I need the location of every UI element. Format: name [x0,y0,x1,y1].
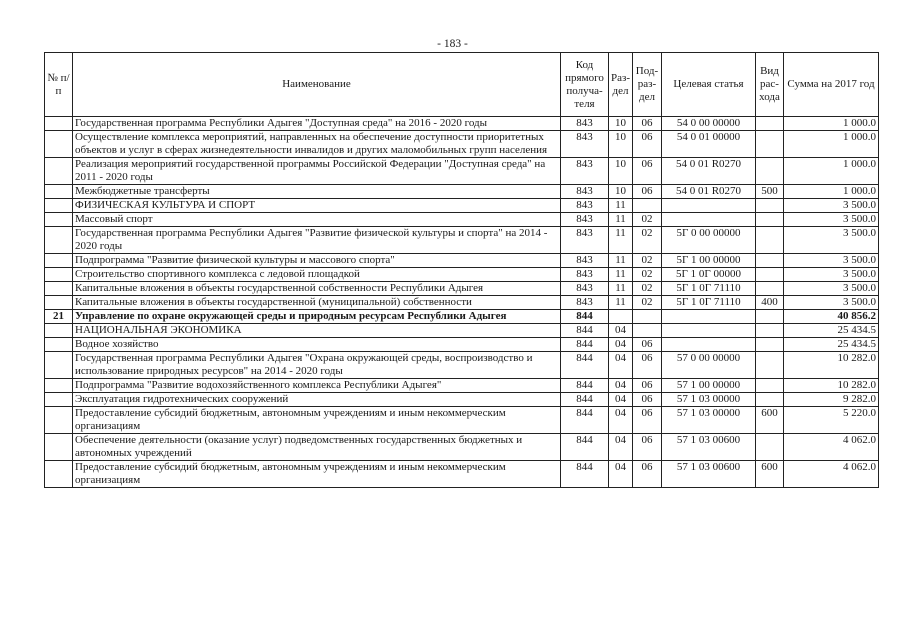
row-name-cell: Подпрограмма "Развитие водохозяйственного комплекса Республики Адыгея" [73,379,561,393]
row-sum-cell: 3 500.0 [784,282,879,296]
row-target-cell: 57 1 03 00000 [662,407,756,434]
row-sum-cell: 3 500.0 [784,254,879,268]
row-code-cell: 844 [561,461,609,488]
row-subsection-cell: 06 [633,185,662,199]
row-target-cell: 5Г 0 00 00000 [662,227,756,254]
row-name-cell: Государственная программа Республики Адыгея "Охрана окружающей среды, воспроизводство и использование природных ресурсов" на 2014 - 2020 годы [73,352,561,379]
row-subsection-cell: 02 [633,227,662,254]
row-sum-cell: 3 500.0 [784,227,879,254]
row-subsection-cell: 02 [633,213,662,227]
row-subsection-cell: 02 [633,254,662,268]
row-code-cell: 843 [561,282,609,296]
row-code-cell: 844 [561,352,609,379]
header-target: Целевая статья [662,53,756,117]
row-num-cell [45,282,73,296]
row-section-cell: 11 [609,268,633,282]
row-sum-cell: 10 282.0 [784,379,879,393]
row-num-cell [45,352,73,379]
row-code-cell: 843 [561,254,609,268]
row-target-cell [662,199,756,213]
row-num-cell: 21 [45,310,73,324]
row-expense-cell [756,379,784,393]
row-num-cell [45,324,73,338]
row-name-cell: Массовый спорт [73,213,561,227]
row-name-cell: Обеспечение деятельности (оказание услуг) подведомственных государственных бюджетных и автономных учреждений [73,434,561,461]
table-row [45,379,879,393]
row-section-cell: 10 [609,158,633,185]
table-row [45,158,879,185]
table-row [45,393,879,407]
row-sum-cell: 40 856.2 [784,310,879,324]
row-expense-cell: 600 [756,461,784,488]
row-num-cell [45,199,73,213]
row-expense-cell [756,254,784,268]
header-subsection: Под- раз- дел [633,53,662,117]
row-section-cell: 10 [609,185,633,199]
row-target-cell: 57 1 00 00000 [662,379,756,393]
row-sum-cell: 4 062.0 [784,434,879,461]
row-sum-cell: 10 282.0 [784,352,879,379]
table-row [45,324,879,338]
row-section-cell [609,310,633,324]
row-name-cell: Осуществление комплекса мероприятий, направленных на обеспечение доступности приоритетных объектов и услуг в сферах жизнедеятельности инвалидов и других маломобильных групп населения [73,131,561,158]
row-name-cell: Водное хозяйство [73,338,561,352]
row-expense-cell [756,131,784,158]
row-expense-cell [756,268,784,282]
row-name-cell: Капитальные вложения в объекты государственной (муниципальной) собственности [73,296,561,310]
row-target-cell: 5Г 1 0Г 00000 [662,268,756,282]
row-subsection-cell: 06 [633,434,662,461]
row-expense-cell [756,352,784,379]
row-section-cell: 04 [609,324,633,338]
row-target-cell: 5Г 1 0Г 71110 [662,282,756,296]
row-name-cell: Капитальные вложения в объекты государственной собственности Республики Адыгея [73,282,561,296]
row-subsection-cell [633,310,662,324]
row-sum-cell: 3 500.0 [784,296,879,310]
table-row [45,185,879,199]
row-target-cell [662,213,756,227]
row-subsection-cell: 06 [633,352,662,379]
row-num-cell [45,158,73,185]
row-subsection-cell: 06 [633,393,662,407]
table-row [45,131,879,158]
row-sum-cell: 1 000.0 [784,158,879,185]
row-target-cell: 54 0 00 00000 [662,117,756,131]
header-num: № п/п [45,53,73,117]
row-subsection-cell [633,199,662,213]
row-num-cell [45,393,73,407]
row-sum-cell: 3 500.0 [784,199,879,213]
row-subsection-cell: 06 [633,461,662,488]
row-code-cell: 844 [561,338,609,352]
row-name-cell: НАЦИОНАЛЬНАЯ ЭКОНОМИКА [73,324,561,338]
row-sum-cell: 25 434.5 [784,324,879,338]
row-section-cell: 11 [609,213,633,227]
row-section-cell: 04 [609,407,633,434]
row-code-cell: 843 [561,185,609,199]
row-target-cell [662,310,756,324]
table-row [45,407,879,434]
row-sum-cell: 3 500.0 [784,268,879,282]
row-target-cell: 54 0 01 R0270 [662,185,756,199]
row-code-cell: 844 [561,379,609,393]
row-code-cell: 844 [561,393,609,407]
row-name-cell: Предоставление субсидий бюджетным, автономным учреждениям и иным некоммерческим организациям [73,461,561,488]
table-row [45,352,879,379]
row-section-cell: 11 [609,282,633,296]
page-number: - 183 - [437,38,468,50]
row-sum-cell: 1 000.0 [784,131,879,158]
row-subsection-cell: 06 [633,338,662,352]
row-code-cell: 843 [561,268,609,282]
row-expense-cell [756,324,784,338]
row-subsection-cell: 06 [633,117,662,131]
row-subsection-cell: 02 [633,268,662,282]
row-num-cell [45,379,73,393]
table-row [45,461,879,488]
row-expense-cell [756,227,784,254]
row-section-cell: 10 [609,131,633,158]
row-name-cell: Управление по охране окружающей среды и природным ресурсам Республики Адыгея [73,310,561,324]
row-target-cell: 5Г 1 0Г 71110 [662,296,756,310]
table-row [45,213,879,227]
row-target-cell: 57 0 00 00000 [662,352,756,379]
row-name-cell: Подпрограмма "Развитие физической культуры и массового спорта" [73,254,561,268]
row-subsection-cell: 02 [633,282,662,296]
row-section-cell: 04 [609,434,633,461]
row-section-cell: 11 [609,254,633,268]
row-name-cell: ФИЗИЧЕСКАЯ КУЛЬТУРА И СПОРТ [73,199,561,213]
row-section-cell: 10 [609,117,633,131]
row-subsection-cell [633,324,662,338]
table-row [45,310,879,324]
row-code-cell: 843 [561,213,609,227]
row-section-cell: 11 [609,296,633,310]
table-header-row [45,53,879,117]
row-code-cell: 844 [561,434,609,461]
row-num-cell [45,338,73,352]
header-sum: Сумма на 2017 год [784,53,879,117]
row-expense-cell: 600 [756,407,784,434]
row-section-cell: 04 [609,352,633,379]
row-num-cell [45,407,73,434]
row-expense-cell [756,213,784,227]
header-code: Код прямого получа- теля [561,53,609,117]
row-num-cell [45,254,73,268]
row-expense-cell [756,310,784,324]
row-num-cell [45,213,73,227]
table-row [45,117,879,131]
row-code-cell: 844 [561,310,609,324]
row-num-cell [45,434,73,461]
row-sum-cell: 25 434.5 [784,338,879,352]
row-num-cell [45,185,73,199]
row-code-cell: 843 [561,227,609,254]
row-target-cell: 54 0 01 R0270 [662,158,756,185]
row-sum-cell: 4 062.0 [784,461,879,488]
row-target-cell: 54 0 01 00000 [662,131,756,158]
row-num-cell [45,117,73,131]
table-row [45,296,879,310]
row-code-cell: 843 [561,158,609,185]
row-section-cell: 04 [609,393,633,407]
row-name-cell: Реализация мероприятий государственной программы Российской Федерации "Доступная среда" на 2011 - 2020 годы [73,158,561,185]
row-expense-cell: 400 [756,296,784,310]
row-expense-cell [756,199,784,213]
table-row [45,268,879,282]
row-target-cell [662,324,756,338]
row-code-cell: 843 [561,199,609,213]
row-subsection-cell: 06 [633,131,662,158]
row-target-cell: 57 1 03 00600 [662,434,756,461]
row-section-cell: 04 [609,338,633,352]
row-sum-cell: 5 220.0 [784,407,879,434]
row-target-cell [662,338,756,352]
row-sum-cell: 1 000.0 [784,117,879,131]
row-name-cell: Эксплуатация гидротехнических сооружений [73,393,561,407]
table-row [45,338,879,352]
table-row [45,227,879,254]
header-section: Раз- дел [609,53,633,117]
row-subsection-cell: 06 [633,379,662,393]
row-sum-cell: 9 282.0 [784,393,879,407]
row-num-cell [45,227,73,254]
row-target-cell: 57 1 03 00000 [662,393,756,407]
row-num-cell [45,296,73,310]
row-subsection-cell: 06 [633,158,662,185]
row-expense-cell [756,117,784,131]
row-sum-cell: 3 500.0 [784,213,879,227]
table-row [45,199,879,213]
row-code-cell: 844 [561,324,609,338]
row-expense-cell [756,338,784,352]
row-expense-cell [756,158,784,185]
row-code-cell: 843 [561,296,609,310]
table-body [45,117,879,488]
row-num-cell [45,131,73,158]
row-subsection-cell: 06 [633,407,662,434]
row-expense-cell: 500 [756,185,784,199]
row-name-cell: Государственная программа Республики Адыгея "Доступная среда" на 2016 - 2020 годы [73,117,561,131]
row-code-cell: 844 [561,407,609,434]
row-code-cell: 843 [561,131,609,158]
budget-table [44,52,879,488]
table-row [45,434,879,461]
row-name-cell: Межбюджетные трансферты [73,185,561,199]
row-sum-cell: 1 000.0 [784,185,879,199]
row-code-cell: 843 [561,117,609,131]
row-section-cell: 04 [609,461,633,488]
row-num-cell [45,461,73,488]
row-target-cell: 5Г 1 00 00000 [662,254,756,268]
row-subsection-cell: 02 [633,296,662,310]
row-name-cell: Предоставление субсидий бюджетным, автономным учреждениям и иным некоммерческим организациям [73,407,561,434]
header-expense: Вид рас- хода [756,53,784,117]
row-name-cell: Строительство спортивного комплекса с ледовой площадкой [73,268,561,282]
row-name-cell: Государственная программа Республики Адыгея "Развитие физической культуры и спорта" на 2014 - 2020 годы [73,227,561,254]
row-section-cell: 04 [609,379,633,393]
header-name: Наименование [73,53,561,117]
row-target-cell: 57 1 03 00600 [662,461,756,488]
row-section-cell: 11 [609,199,633,213]
table-row [45,254,879,268]
row-expense-cell [756,434,784,461]
row-expense-cell [756,393,784,407]
row-num-cell [45,268,73,282]
table-row [45,282,879,296]
row-section-cell: 11 [609,227,633,254]
row-expense-cell [756,282,784,296]
